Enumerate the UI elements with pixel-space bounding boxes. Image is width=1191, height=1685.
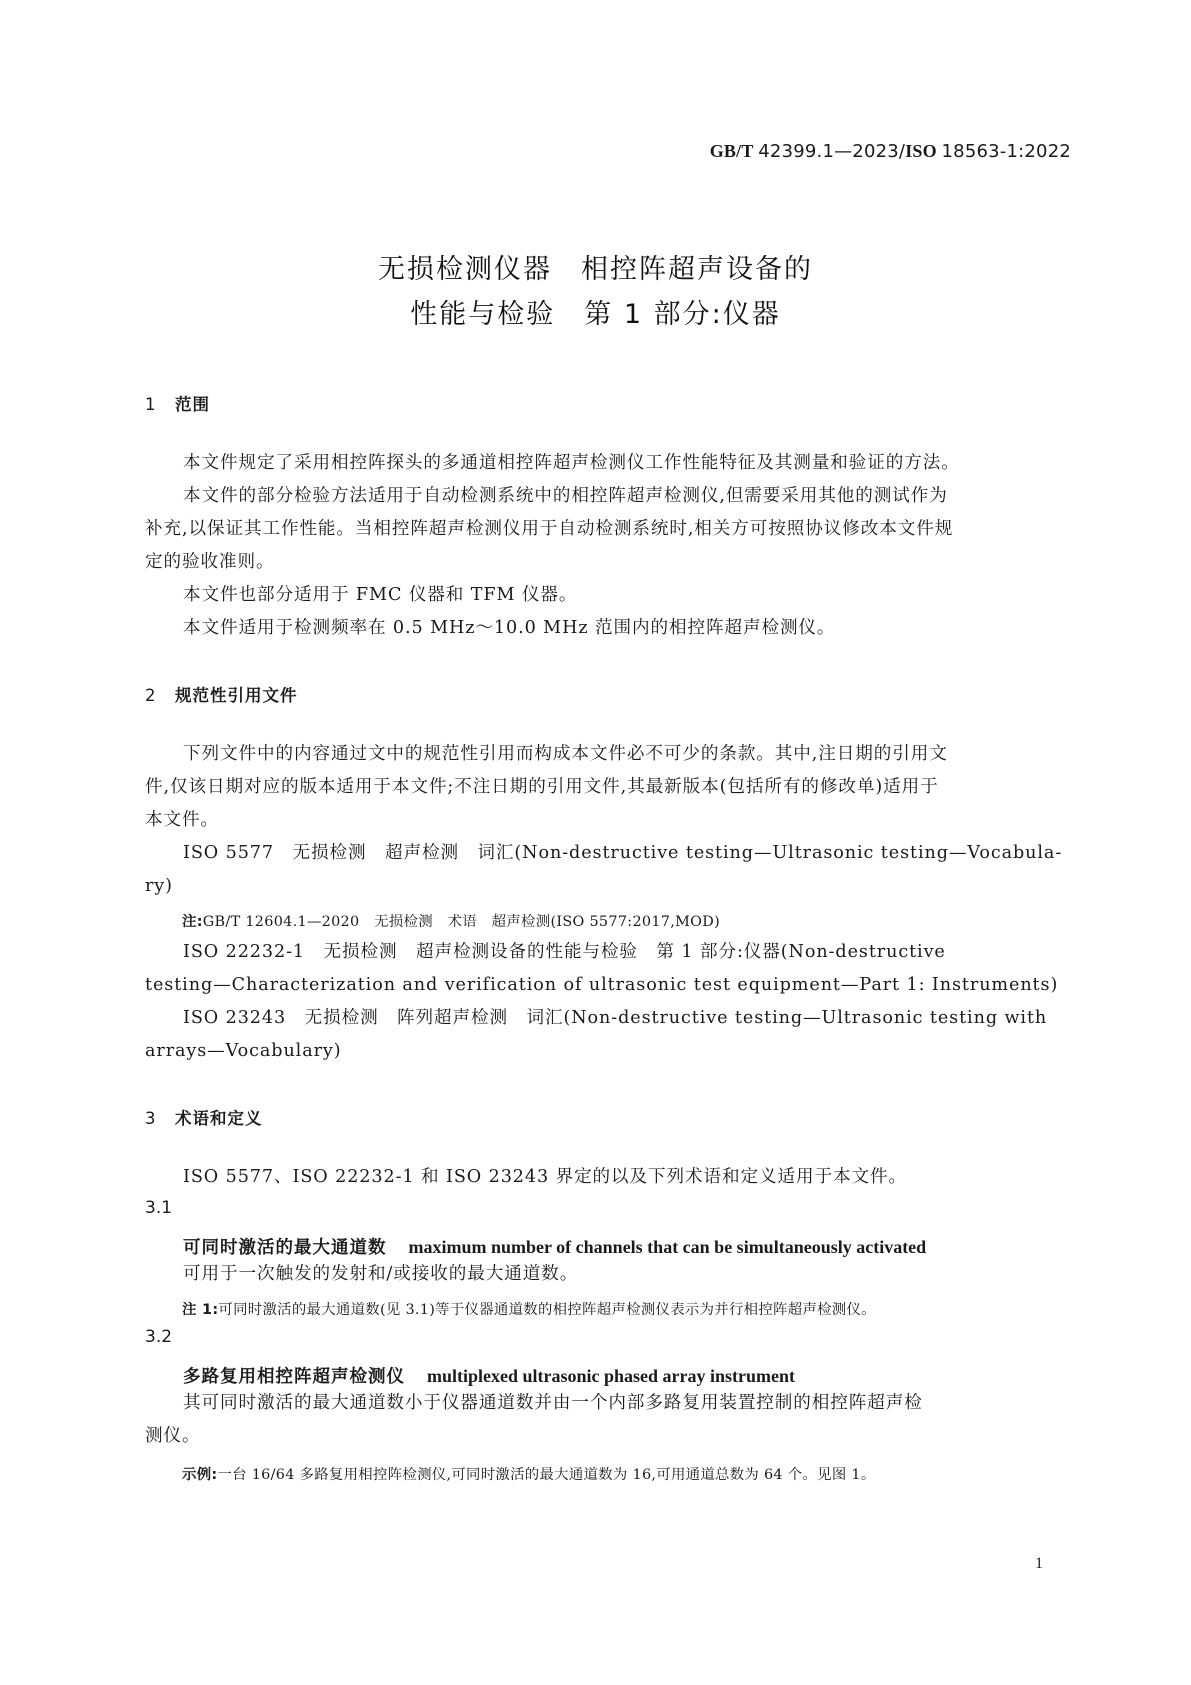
section-heading-terms-definitions [145,1105,263,1129]
section-number: 1 [145,395,157,414]
standard-code-header [710,141,1071,162]
section-title: 规范性引用文件 [175,686,298,705]
reference-iso-5577-line1: ISO 5577 无损检测 超声检测 词汇(Non-destructive testing—Ultrasonic testing—Vocabula- [183,843,1063,863]
note-label: 注 1: [182,1302,219,1318]
terms-intro: ISO 5577、ISO 22232-1 和 ISO 23243 界定的以及下列术语和定义适用于本文件。 [183,1167,907,1187]
document-title-line2: 性能与检验 第 1 部分:仪器 [410,299,781,330]
references-intro-line1: 下列文件中的内容通过文中的规范性引用而构成本文件必不可少的条款。其中,注日期的引用文 [183,744,948,764]
term-number: 3.2 [145,1327,173,1347]
scope-paragraph-2-line3: 定的验收准则。 [145,552,275,572]
term-zh: 可同时激活的最大通道数 [183,1238,387,1258]
term-definition-line2: 测仪。 [145,1426,201,1446]
section-number: 3 [145,1109,157,1128]
reference-iso-22232-line1: ISO 22232-1 无损检测 超声检测设备的性能与检验 第 1 部分:仪器(Non-destructive [183,942,946,962]
scope-paragraph-1: 本文件规定了采用相控阵探头的多通道相控阵超声检测仪工作性能特征及其测量和验证的方法。 [183,453,960,473]
section-heading-scope [145,391,210,415]
note-text: GB/T 12604.1—2020 无损检测 术语 超声检测(ISO 5577:2017,MOD) [202,914,721,930]
term-note [182,1298,876,1319]
section-heading-normative-references [145,682,298,706]
scope-paragraph-3: 本文件也部分适用于 FMC 仪器和 TFM 仪器。 [183,585,578,605]
standard-code-gbt: GB/T [709,141,754,161]
example-text: 一台 16/64 多路复用相控阵检测仪,可同时激活的最大通道数为 16,可用通道总数为 64 个。见图 1。 [217,1467,876,1483]
reference-iso-23243-line1: ISO 23243 无损检测 阵列超声检测 词汇(Non-destructive testing—Ultrasonic testing with [183,1008,1048,1028]
reference-note [182,910,720,931]
section-title: 术语和定义 [175,1109,263,1128]
term-entry [183,1234,926,1259]
term-zh: 多路复用相控阵超声检测仪 [183,1367,405,1387]
reference-iso-22232-line2: testing—Characterization and verification of ultrasonic test equipment—Part 1: Instruments) [145,975,1059,995]
references-intro-line3: 本文件。 [145,810,219,830]
term-en: multiplexed ultrasonic phased array instrument [427,1366,796,1386]
standard-code-number: 42399.1—2023/ [758,141,906,162]
term-entry [183,1363,795,1388]
example-label: 示例: [182,1467,218,1483]
term-number: 3.1 [145,1198,173,1218]
term-definition-line1: 其可同时激活的最大通道数小于仪器通道数并由一个内部多路复用装置控制的相控阵超声检 [183,1393,923,1413]
reference-iso-23243-line2: arrays—Vocabulary) [145,1041,342,1061]
note-label: 注: [182,914,203,930]
section-number: 2 [145,686,157,705]
scope-paragraph-4: 本文件适用于检测频率在 0.5 MHz～10.0 MHz 范围内的相控阵超声检测仪。 [183,618,836,638]
document-title-line1: 无损检测仪器 相控阵超声设备的 [378,254,813,285]
scope-paragraph-2-line2: 补充,以保证其工作性能。当相控阵超声检测仪用于自动检测系统时,相关方可按照协议修改本文件规 [145,519,954,539]
standard-code-iso-number: 18563-1:2022 [941,141,1071,162]
scope-paragraph-2-line1: 本文件的部分检验方法适用于自动检测系统中的相控阵超声检测仪,但需要采用其他的测试作为 [183,486,948,506]
standard-code-iso: ISO [905,141,937,161]
references-intro-line2: 件,仅该日期对应的版本适用于本文件;不注日期的引用文件,其最新版本(包括所有的修改单)适用于 [145,777,939,797]
term-en: maximum number of channels that can be simultaneously activated [408,1237,927,1257]
reference-iso-5577-line2: ry) [145,876,173,896]
page-number: 1 [1035,1555,1043,1572]
note-text: 可同时激活的最大通道数(见 3.1)等于仪器通道数的相控阵超声检测仪表示为并行相控阵超声检测仪。 [218,1302,876,1318]
term-example [182,1463,876,1484]
section-title: 范围 [175,395,210,414]
term-definition: 可用于一次触发的发射和/或接收的最大通道数。 [183,1264,579,1284]
